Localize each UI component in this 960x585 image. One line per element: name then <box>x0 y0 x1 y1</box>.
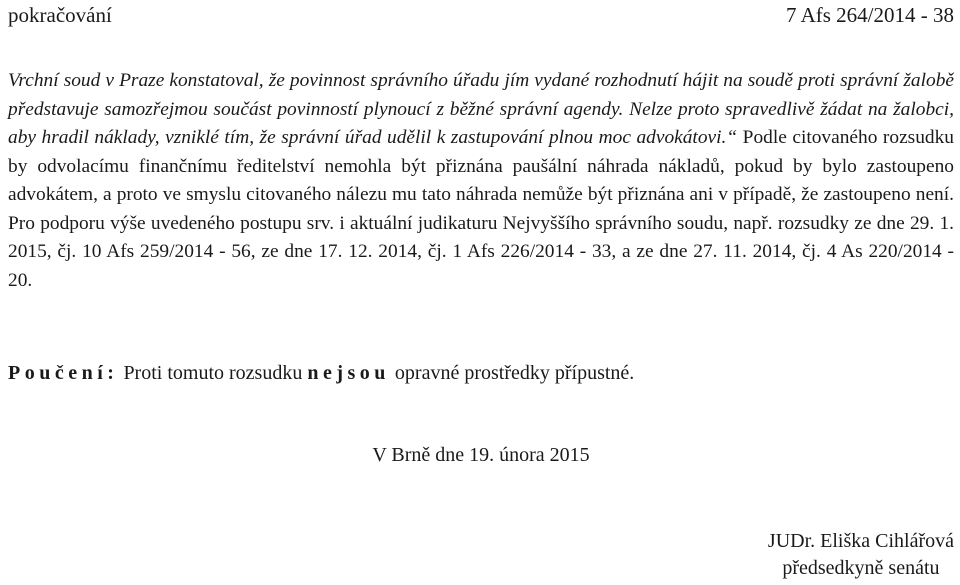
page-header <box>8 2 954 28</box>
body-paragraph <box>8 67 954 295</box>
paragraph-text: Podle citovaného rozsudku by odvolacímu finančnímu ředitelství nemohla být přiznána paušální náhrada nákladů, pokud by bylo zastoupeno advokátem, a proto ve smyslu citovaného nálezu mu tato náhrada nemůže být přiznána ani v případě, že zastoupeno není. Pro podporu výše uvedeného postupu srv. i aktuální judikaturu Nejvyššího správního soudu, např. rozsudky ze dne 29. 1. 2015, čj. 10 Afs 259/2014 - 56, ze dne 17. 12. 2014, čj. 1 Afs 226/2014 - 33, a ze dne 27. 11. 2014, čj. 4 As 220/2014 - 20. <box>8 127 954 291</box>
document-page <box>8 0 954 585</box>
header-continuation: pokračování <box>8 3 112 27</box>
signature-block <box>768 528 954 582</box>
instruction-text-after: opravné prostředky přípustné. <box>389 362 635 384</box>
header-case-number: 7 Afs 264/2014 - 38 <box>786 3 954 27</box>
legal-instruction <box>8 360 954 386</box>
signatory-role: předsedkyně senátu <box>782 557 940 579</box>
instruction-emphasis: nejsou <box>307 362 390 384</box>
instruction-label: Poučení: <box>8 362 119 384</box>
signatory-name: JUDr. Eliška Cihlářová <box>767 530 954 552</box>
instruction-text-before: Proti tomuto rozsudku <box>118 362 308 384</box>
place-and-date: V Brně dne 19. února 2015 <box>372 444 590 466</box>
quoted-text: Vrchní soud v Praze konstatoval, že povinnost správního úřadu jím vydané rozhodnutí hájit na soudě proti správní žalobě představuje samozřejmou součást povinností plynoucí z běžné správní agendy. Nelze proto spravedlivě žádat na žalobci, aby hradil náklady, vzniklé tím, že správní úřad udělil k zastupování plnou moc advokátovi.“ <box>8 70 954 148</box>
